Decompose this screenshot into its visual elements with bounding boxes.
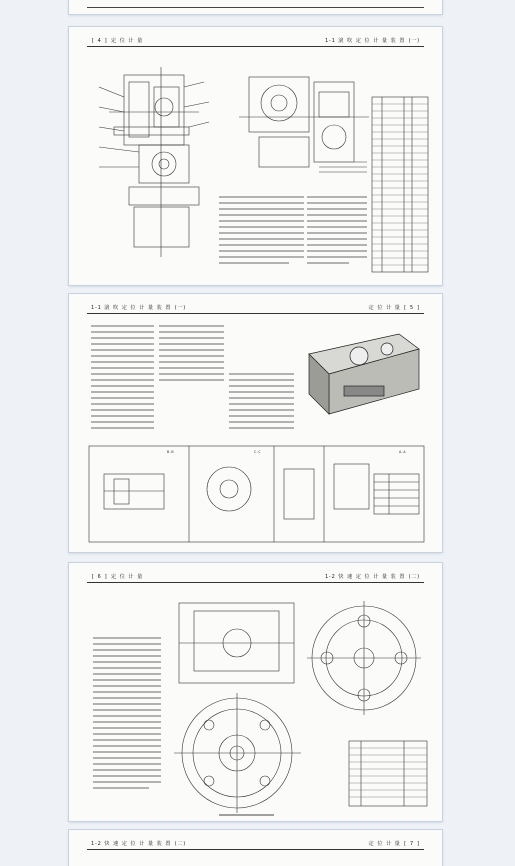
page-header-right: 1-1 滚 吹 定 位 计 量 装 置 (一) xyxy=(324,38,420,44)
assembly-drawing xyxy=(69,27,442,285)
page-header-right: 定 位 计 量 [ 5 ] xyxy=(368,305,420,311)
view-label: B-B xyxy=(167,450,174,454)
page-4 xyxy=(69,27,442,285)
page-7 xyxy=(69,830,442,866)
page-header-left: [ 4 ] 定 位 计 量 xyxy=(91,38,143,44)
page-header-left: 1-2 快 速 定 位 计 量 装 置 (二) xyxy=(91,841,187,847)
detail-drawings xyxy=(69,294,442,552)
page-header-left: [ 6 ] 定 位 计 量 xyxy=(91,574,143,580)
page-header-right: 定 位 计 量 [ 7 ] xyxy=(368,841,420,847)
view-label: A-A xyxy=(399,450,406,454)
page-header-left: 1-1 滚 吹 定 位 计 量 装 置 (一) xyxy=(91,305,187,311)
view-label: C-C xyxy=(254,450,261,454)
fixture-drawing xyxy=(69,563,442,821)
header-rule xyxy=(87,849,424,850)
page-header-right: 1-2 快 速 定 位 计 量 装 置 (二) xyxy=(324,574,420,580)
page-5 xyxy=(69,294,442,552)
page-6 xyxy=(69,563,442,821)
page-prev xyxy=(69,0,442,14)
